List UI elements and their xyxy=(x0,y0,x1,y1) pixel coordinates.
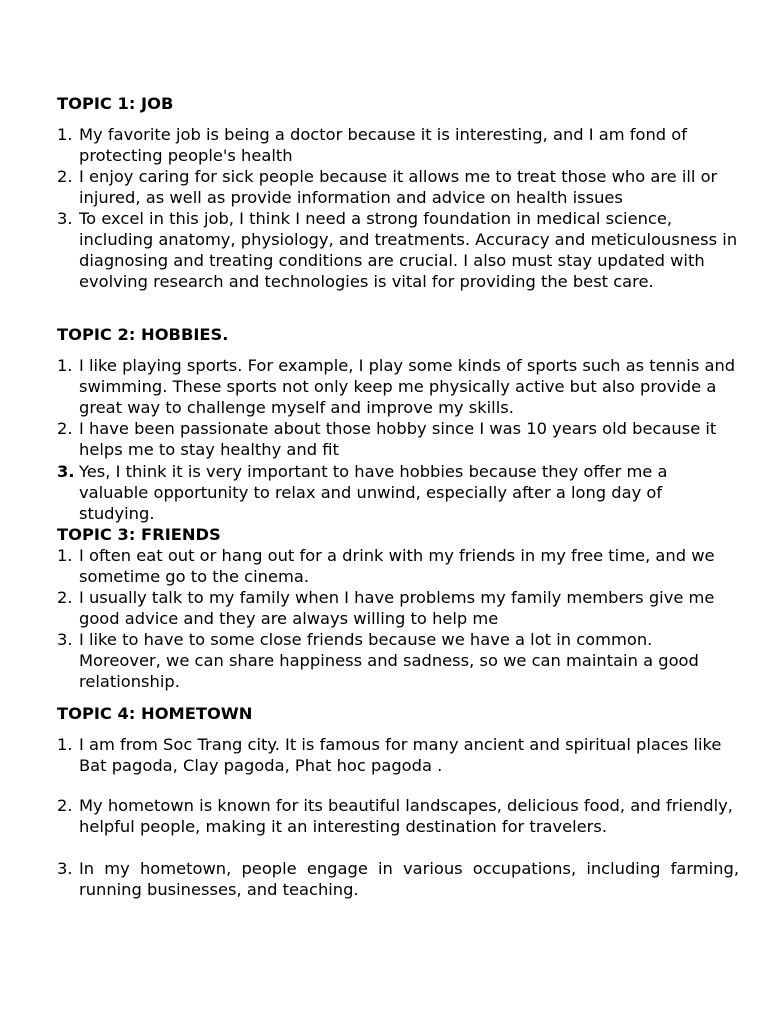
list-item-text: My hometown is known for its beautiful landscapes, delicious food, and friendly, helpful people, making it an interesting destination for travelers. xyxy=(79,796,733,836)
list-item-text: I have been passionate about those hobby since I was 10 years old because it helps me to stay healthy and fit xyxy=(79,419,717,459)
topic-3-item-2 xyxy=(57,587,739,629)
list-number: 2. xyxy=(57,796,73,815)
topic-4-item-1 xyxy=(57,734,739,776)
list-number: 3. xyxy=(57,209,73,228)
list-number: 2. xyxy=(57,167,73,186)
topic-1-item-2 xyxy=(57,166,739,208)
list-item-text: I am from Soc Trang city. It is famous for many ancient and spiritual places like Bat pagoda, Clay pagoda, Phat hoc pagoda . xyxy=(79,735,722,775)
topic-3-item-3 xyxy=(57,629,739,692)
topic-1-item-1 xyxy=(57,124,739,166)
list-number: 3. xyxy=(57,630,73,649)
list-number: 3. xyxy=(57,859,73,878)
list-item-text: In my hometown, people engage in various occupations, including farming, running businesses, and teaching. xyxy=(79,859,739,899)
topic-4-item-2 xyxy=(57,795,739,837)
list-number: 2. xyxy=(57,588,73,607)
list-item-text: My favorite job is being a doctor because it is interesting, and I am fond of protecting people's health xyxy=(79,125,687,165)
topic-2-heading: TOPIC 2: HOBBIES. xyxy=(57,325,229,344)
list-item-text: I usually talk to my family when I have problems my family members give me good advice and they are always willing to help me xyxy=(79,588,715,628)
topic-3-heading: TOPIC 3: FRIENDS xyxy=(57,525,221,544)
list-number: 1. xyxy=(57,735,73,754)
topic-4-item-3 xyxy=(57,858,739,900)
topic-2-item-2 xyxy=(57,418,739,460)
list-number: 1. xyxy=(57,356,73,375)
topic-1-heading: TOPIC 1: JOB xyxy=(57,94,174,113)
list-item-text: I like playing sports. For example, I play some kinds of sports such as tennis and swimming. These sports not only keep me physically active but also provide a great way to challenge myself and improve my skills. xyxy=(79,356,736,417)
topic-4-heading: TOPIC 4: HOMETOWN xyxy=(57,704,253,723)
list-number: 2. xyxy=(57,419,73,438)
list-item-text: I like to have to some close friends because we have a lot in common. Moreover, we can share happiness and sadness, so we can maintain a good relationship. xyxy=(79,630,699,691)
list-item-text: I often eat out or hang out for a drink with my friends in my free time, and we sometime go to the cinema. xyxy=(79,546,715,586)
topic-1-item-3 xyxy=(57,208,739,292)
topic-2-item-1 xyxy=(57,355,739,418)
list-number: 3. xyxy=(57,462,75,481)
topic-2-item-3 xyxy=(57,461,739,524)
topic-3-item-1 xyxy=(57,545,739,587)
list-item-text: I enjoy caring for sick people because it allows me to treat those who are ill or injured, as well as provide information and advice on health issues xyxy=(79,167,718,207)
list-number: 1. xyxy=(57,546,73,565)
list-number: 1. xyxy=(57,125,73,144)
list-item-text: Yes, I think it is very important to have hobbies because they offer me a valuable opportunity to relax and unwind, especially after a long day of studying. xyxy=(79,462,668,523)
list-item-text: To excel in this job, I think I need a strong foundation in medical science, including anatomy, physiology, and treatments. Accuracy and meticulousness in diagnosing and treating conditions are crucial. I also must stay updated with evolving research and technologies is vital for providing the best care. xyxy=(79,209,738,291)
